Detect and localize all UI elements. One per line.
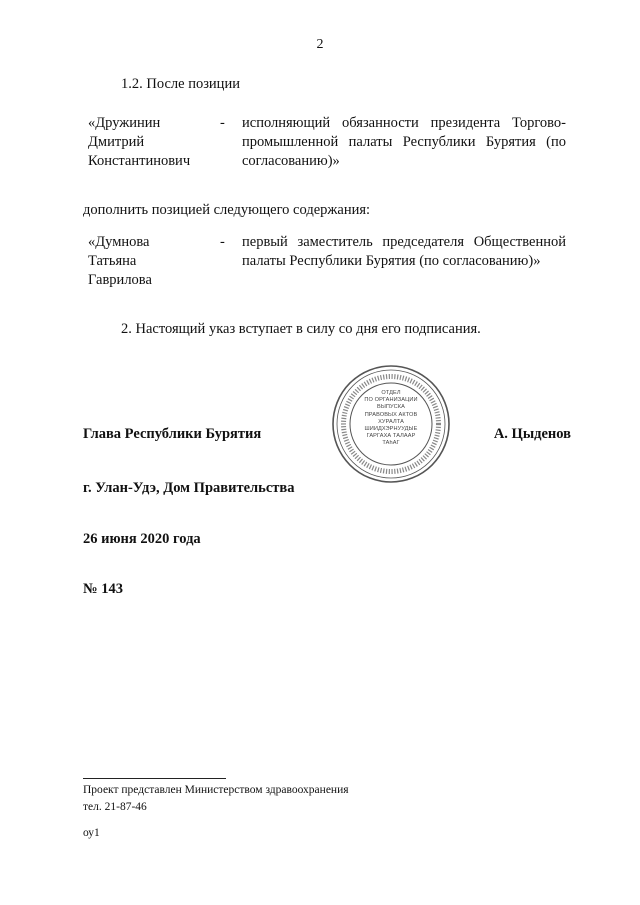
seal-text-line: ХУРАЛТА [378,418,404,425]
entry-existing-dash: - [220,115,225,131]
entry-new-name-line: Гаврилова [88,272,152,288]
seal-text-line: ШИИДХЭРНУУДЫЕ [364,426,418,433]
entry-new-dash: - [220,234,225,250]
seal-text-line: ОТДЕЛ [381,390,401,396]
entry-new-name-line: «Думнова [88,234,150,250]
seal-text-line: ВЫПУСКА [377,404,405,411]
entry-existing-name-line: Константинович [88,153,191,169]
entry-existing [88,114,566,171]
entry-new-description: первый заместитель председателя Общественной палаты Республики Бурятия (по согласованию)» [242,234,566,269]
footnote-divider [83,778,226,779]
signature-name: А. Цыденов [493,426,571,442]
entry-existing-name [88,114,220,171]
date: 26 июня 2020 года [83,531,201,547]
entry-existing-name-line: Дмитрий [88,134,145,150]
footnote-line-2: тел. 21-87-46 [83,801,147,813]
document-marker: оу1 [83,827,100,839]
seal-text-line: ПО ОРГАНИЗАЦИИ [364,397,418,404]
section-1-2-intro: 1.2. После позиции [121,76,240,92]
footnote-line-1: Проект представлен Министерством здравоохранения [83,784,349,796]
section-2: 2. Настоящий указ вступает в силу со дня его подписания. [121,321,481,337]
entry-existing-name-line: «Дружинин [88,115,161,131]
add-phrase: дополнить позицией следующего содержания: [83,202,371,218]
seal-text [354,390,428,448]
official-seal [330,362,452,486]
entry-existing-description: исполняющий обязанности президента Торгово-промышленной палаты Республики Бурятия (по согласованию)» [242,115,566,169]
entry-new-name [88,233,220,290]
page-number: 2 [316,37,324,52]
seal-text-line: ТАһАГ [382,440,400,447]
decree-number: № 143 [83,581,123,597]
signature-title: Глава Республики Бурятия [83,426,262,442]
seal-text-line: ГАРГАХА ТАЛААР [366,433,416,440]
entry-new [88,233,566,290]
entry-new-name-line: Татьяна [88,253,137,269]
place: г. Улан-Удэ, Дом Правительства [83,480,295,496]
seal-text-line: ПРАВОВЫХ АКТОВ [364,411,418,418]
